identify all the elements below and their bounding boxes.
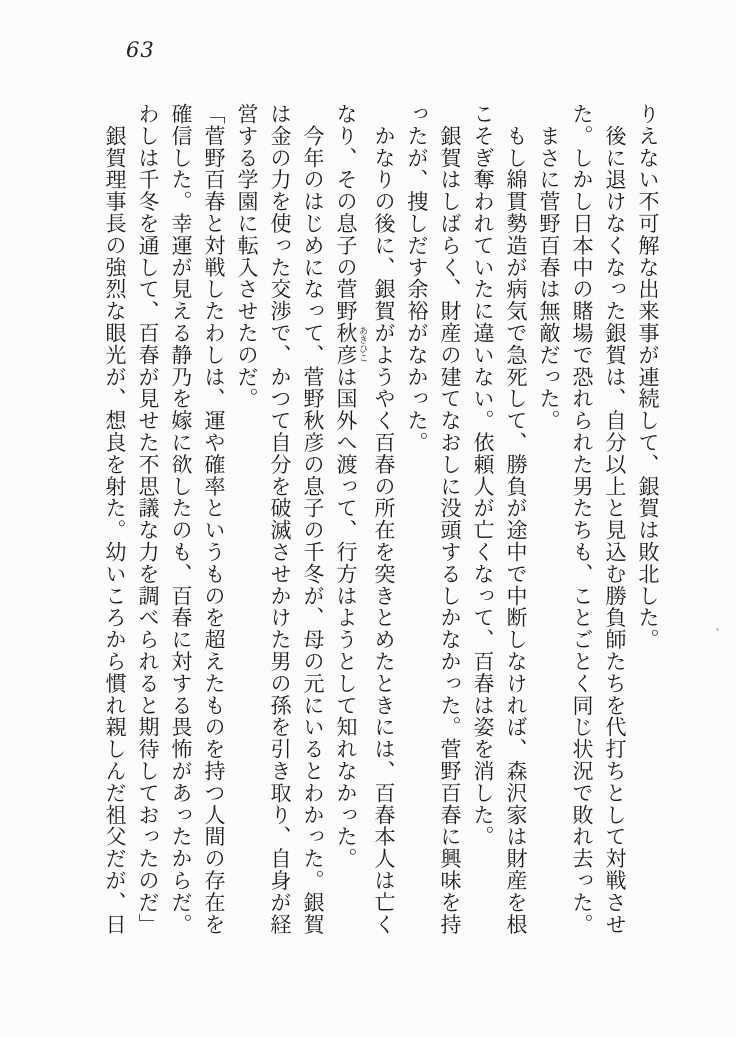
text-line-16: わしは千冬を通して、百春が見せた不思議な力を調べられると期待しておったのだ」 <box>136 103 160 936</box>
ruby-akihiko <box>334 322 367 366</box>
text-line-7: 銀賀はしばらく、財産の建てなおしに没頭するしかなかった。菅野百春に興味を持 <box>438 103 462 936</box>
text-block <box>98 103 664 936</box>
text-line-11: 今年のはじめになって、菅野秋彦の息子の千冬が、母の元にいるとわかった。銀賀 <box>301 103 325 936</box>
text-line-6: こそぎ奪われていたに違いない。依頼人が亡くなって、百春は姿を消した。 <box>471 103 495 848</box>
text-line-8: ったが、捜しだす余裕がなかった。 <box>405 103 429 454</box>
text-line-3: た。しかし日本中の賭場で恐れられた男たちも、ことごとく同じ状況で敗れ去った。 <box>570 103 594 936</box>
text-line-1: りえない不可解な出来事が連続して、銀賀は敗北した。 <box>636 103 660 651</box>
text-line-17: 銀賀理事長の強烈な眼光が、想良を射た。幼いころから慣れ親しんだ祖父だが、日 <box>103 103 127 936</box>
text-line-10 <box>329 103 367 936</box>
text-line-2: 後に退けなくなった銀賀は、自分以上と見込む勝負師たちを代打ちとして対戦させ <box>603 103 627 936</box>
page-number: 63 <box>126 38 155 62</box>
line-10-pre: なり、その息子の菅野 <box>334 103 358 322</box>
text-line-12: は金の力を使った交渉で、かつて自分を破滅させかけた男の孫を引き取り、自身が経 <box>268 103 292 936</box>
text-line-5: もし綿貫勢造が病気で急死して、勝負が途中で中断しなければ、森沢家は財産を根 <box>504 103 528 936</box>
text-line-14: 「菅野百春と対戦したわしは、運や確率というものを超えたものを持つ人間の存在を <box>202 103 226 936</box>
text-line-13: 営する学園に転入させたのだ。 <box>235 103 259 410</box>
text-line-9: かなりの後に、銀賀がようやく百春の所在を突きとめたときには、百春本人は亡く <box>372 103 396 936</box>
ruby-base-text: 秋彦 <box>334 322 358 366</box>
text-line-15: 確信した。幸運が見える静乃を嫁に欲したのも、百春に対する畏怖があったからだ。 <box>169 103 193 936</box>
ruby-furigana-text: あきひこ <box>357 322 367 366</box>
line-10-post: は国外へ渡って、行方はようとして知れなかった。 <box>334 365 358 870</box>
scan-artifact-dot <box>716 628 719 631</box>
text-line-4: まさに菅野百春は無敵だった。 <box>537 103 561 432</box>
